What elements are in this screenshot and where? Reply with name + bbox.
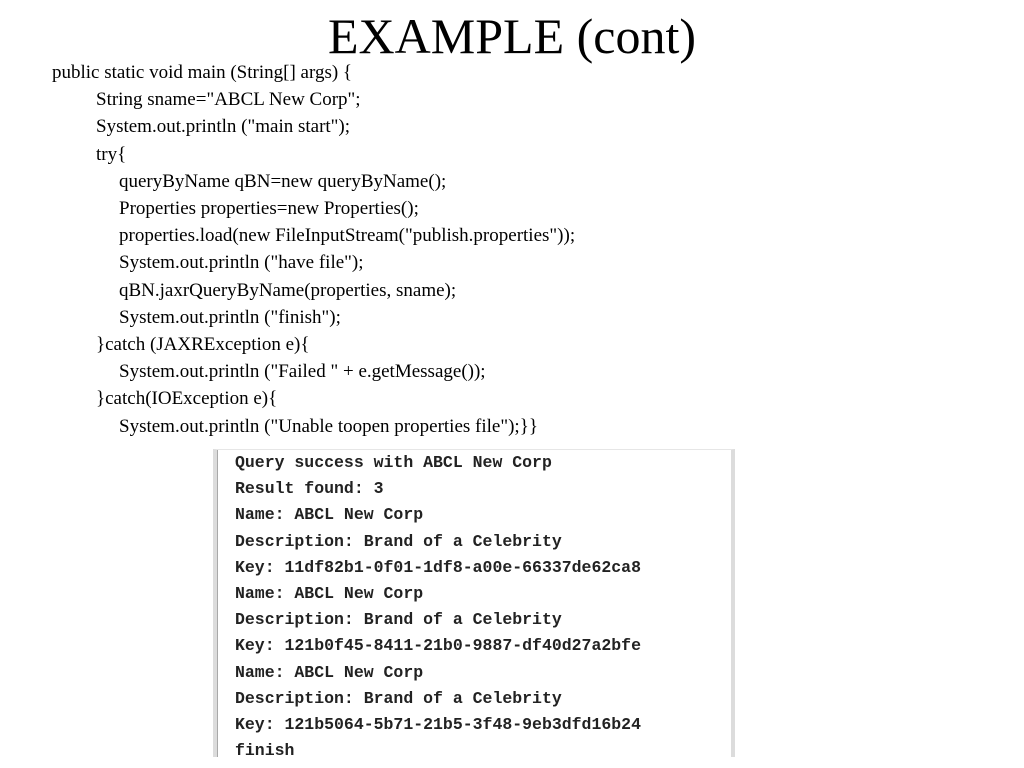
code-line: }catch (JAXRException e){ (96, 334, 310, 356)
console-line: Description: Brand of a Celebrity (235, 688, 562, 708)
code-line: try{ (96, 143, 127, 165)
code-line: }catch(IOException e){ (96, 388, 278, 410)
code-line: System.out.println ("Failed " + e.getMessage()); (119, 361, 486, 383)
console-line: Name: ABCL New Corp (235, 662, 424, 682)
console-line: Description: Brand of a Celebrity (235, 531, 562, 551)
console-line: Description: Brand of a Celebrity (235, 610, 562, 630)
console-line: Name: ABCL New Corp (235, 505, 424, 525)
code-line: String sname="ABCL New Corp"; (96, 89, 361, 111)
console-line: Key: 121b5064-5b71-21b5-3f48-9eb3dfd16b24 (235, 715, 641, 735)
console-line: Key: 121b0f45-8411-21b0-9887-df40d27a2bfe (235, 636, 641, 656)
code-line: properties.load(new FileInputStream("publish.properties")); (119, 225, 576, 247)
code-line: qBN.jaxrQueryByName(properties, sname); (119, 279, 457, 301)
console-line: Name: ABCL New Corp (235, 584, 424, 604)
code-listing (52, 59, 952, 440)
console-output-text (235, 450, 641, 757)
slide-title: EXAMPLE (cont) (328, 8, 696, 64)
console-line: finish (235, 741, 295, 757)
code-line: Properties properties=new Properties(); (119, 198, 419, 220)
code-line: System.out.println ("Unable toopen properties file");}} (119, 415, 538, 437)
code-line: System.out.println ("finish"); (119, 306, 341, 328)
console-line: Result found: 3 (235, 479, 384, 499)
console-output-screenshot (213, 449, 735, 757)
console-line: Key: 11df82b1-0f01-1df8-a00e-66337de62ca8 (235, 557, 641, 577)
code-line: public static void main (String[] args) { (52, 62, 353, 83)
code-line: queryByName qBN=new queryByName(); (119, 170, 447, 192)
code-line: System.out.println ("main start"); (96, 116, 351, 138)
console-line: Query success with ABCL New Corp (235, 453, 552, 472)
code-line: System.out.println ("have file"); (119, 252, 364, 274)
